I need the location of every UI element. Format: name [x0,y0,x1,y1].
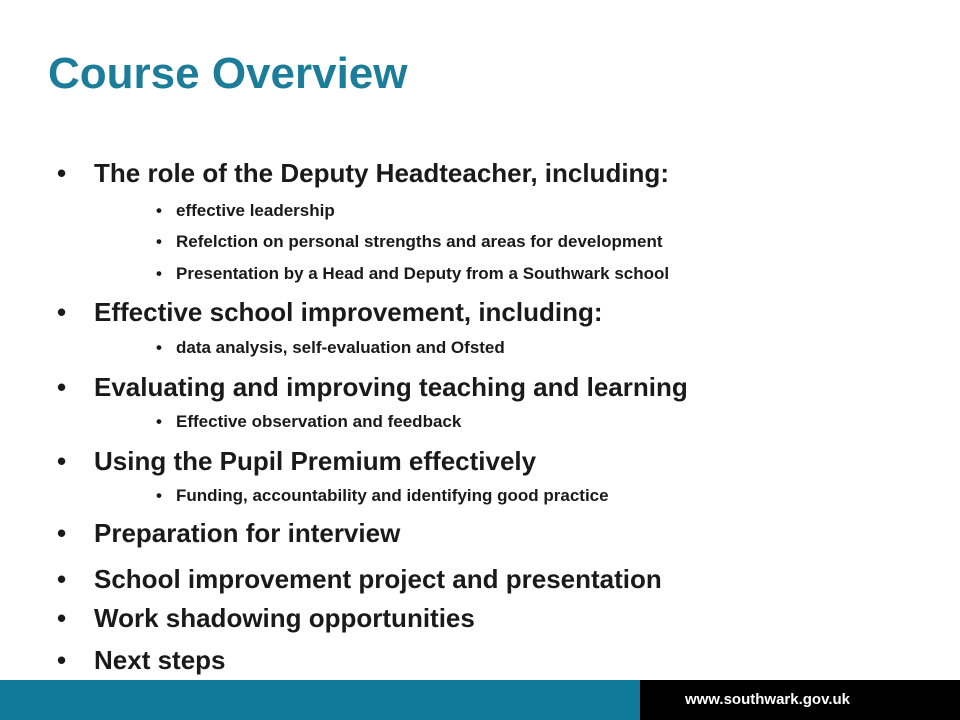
bullet-item: • Evaluating and improving teaching and learning [94,372,688,402]
slide-title: Course Overview [48,49,408,98]
bullet-item: • The role of the Deputy Headteacher, including: [94,158,669,188]
bullet-item: • Next steps [94,645,226,675]
sub-bullet-item: • Funding, accountability and identifying good practice [176,486,609,506]
bullet-item: • Preparation for interview [94,518,400,548]
footer-website-link[interactable]: www.southwark.gov.uk [684,691,850,708]
bullet-item: • Effective school improvement, including: [94,297,603,327]
sub-bullet-item: • effective leadership [176,201,335,221]
bullet-item: • Using the Pupil Premium effectively [94,446,536,476]
sub-bullet-item: • Presentation by a Head and Deputy from a Southwark school [176,264,669,284]
bullet-item: • School improvement project and presentation [94,564,662,594]
sub-bullet-item: • Effective observation and feedback [176,412,461,432]
bullet-item: • Work shadowing opportunities [94,603,475,633]
footer-accent-bar [0,680,640,720]
sub-bullet-item: • Refelction on personal strengths and areas for development [176,232,663,252]
sub-bullet-item: • data analysis, self-evaluation and Ofsted [176,338,505,358]
